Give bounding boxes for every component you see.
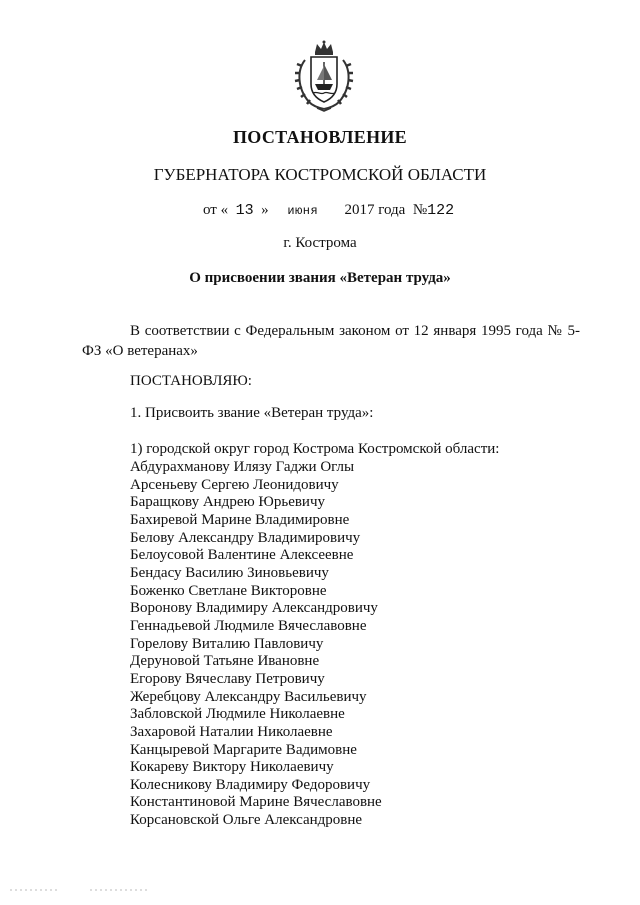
list-item: Егорову Вячеславу Петровичу — [130, 670, 325, 687]
subitem-1: 1) городской округ город Кострома Костромской области: — [130, 441, 500, 457]
list-item: Колесникову Владимиру Федоровичу — [130, 776, 371, 793]
item-1: 1. Присвоить звание «Ветеран труда»: — [130, 405, 374, 421]
list-item: Баращкову Андрею Юрьевичу — [130, 494, 325, 511]
list-item: Канцыревой Маргарите Вадимовне — [130, 741, 357, 758]
list-item: Бендасу Василию Зиновьевичу — [130, 564, 329, 581]
city: г. Кострома — [283, 235, 357, 251]
scan-artifact — [0, 888, 640, 892]
list-item: Кокареву Виктору Николаевичу — [130, 759, 334, 776]
list-item: Константиновой Марине Вячеславовне — [130, 794, 382, 811]
list-item: Бахиревой Марине Владимировне — [130, 511, 350, 528]
list-item: Жеребцову Александру Васильевичу — [130, 688, 367, 705]
document-title: ПОСТАНОВЛЕНИЕ — [233, 127, 407, 147]
list-item: Корсановской Ольге Александровне — [130, 812, 363, 829]
list-item: Воронову Владимиру Александровичу — [130, 600, 378, 617]
list-item: Забловской Людмиле Николаевне — [130, 706, 345, 723]
decree-word: ПОСТАНОВЛЯЮ: — [130, 373, 252, 389]
list-item: Захаровой Наталии Николаевне — [130, 723, 333, 740]
list-item: Боженко Светлане Викторовне — [130, 582, 327, 599]
document-subtitle: ГУБЕРНАТОРА КОСТРОМСКОЙ ОБЛАСТИ — [153, 165, 487, 184]
date-day: 13 — [235, 202, 254, 219]
date-year: 2017 года — [344, 202, 406, 218]
list-item: Абдурахманову Илязу Гаджи Оглы — [130, 459, 355, 475]
preamble-paragraph: В соответствии с Федеральным законом от 12 января 1995 года № 5-ФЗ «О ветеранах» — [82, 323, 580, 359]
number-prefix: № — [412, 202, 428, 218]
date-prefix: от « — [203, 202, 229, 218]
list-item: Белову Александру Владимировичу — [130, 529, 361, 546]
names-list — [130, 459, 382, 830]
kostroma-coat-of-arms-icon — [291, 40, 357, 112]
document-heading: О присвоении звания «Ветеран труда» — [189, 270, 451, 286]
date-mid: » — [261, 202, 269, 218]
list-item: Деруновой Татьяне Ивановне — [130, 653, 320, 670]
document-number: 122 — [427, 202, 455, 219]
list-item: Горелову Виталию Павловичу — [130, 635, 324, 652]
list-item: Арсеньеву Сергею Леонидовичу — [130, 476, 339, 493]
list-item: Белоусовой Валентине Алексеевне — [130, 547, 354, 564]
date-number-line — [203, 202, 454, 219]
date-month: июня — [287, 204, 319, 218]
list-item: Геннадьевой Людмиле Вячеславовне — [130, 617, 367, 634]
